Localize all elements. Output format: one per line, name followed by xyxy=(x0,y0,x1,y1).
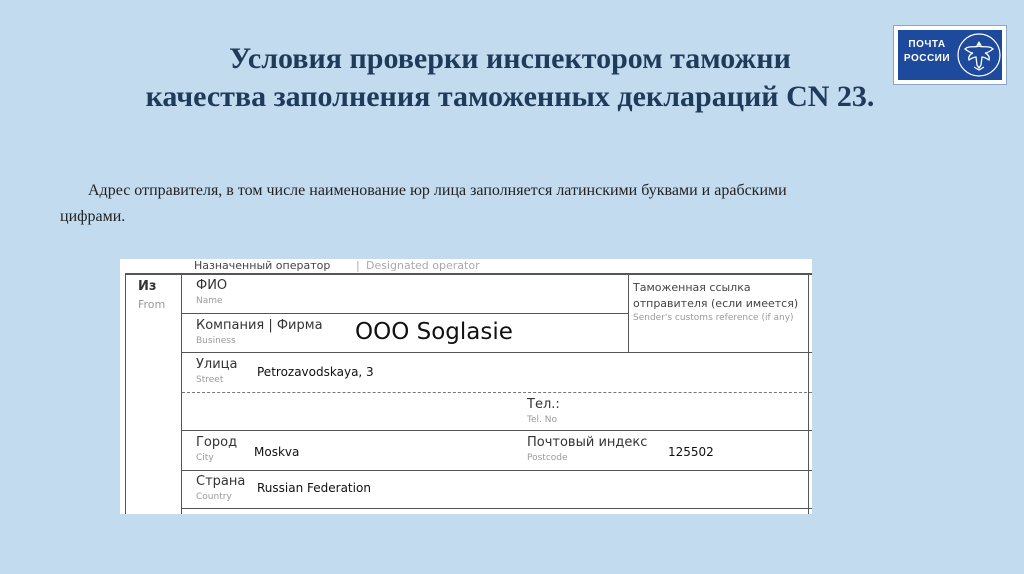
country-value: Russian Federation xyxy=(257,481,371,495)
postcode-label-en: Postcode xyxy=(527,453,568,463)
name-label-en: Name xyxy=(196,296,223,306)
from-column-divider xyxy=(181,273,182,514)
form-top-border xyxy=(125,273,812,275)
cn23-sender-form xyxy=(120,259,812,514)
street-label-en: Street xyxy=(196,375,224,385)
business-row-divider xyxy=(182,352,812,353)
city-row-divider xyxy=(182,470,812,471)
customs-ref-label-ru-2: отправителя (если имеется) xyxy=(633,297,799,310)
name-label-ru: ФИО xyxy=(196,278,228,293)
postcode-value: 125502 xyxy=(668,445,714,459)
designated-operator-label-ru: Назначенный оператор xyxy=(194,259,331,272)
tel-row-divider xyxy=(182,430,812,431)
country-label-ru: Страна xyxy=(196,474,246,489)
from-label-ru: Из xyxy=(138,279,157,294)
city-label-ru: Город xyxy=(196,435,238,450)
designated-operator-label-en: Designated operator xyxy=(366,259,480,272)
from-label-en: From xyxy=(138,298,166,311)
instruction-text xyxy=(60,178,948,230)
instruction-line-1: Адрес отправителя, в том числе наименование юр лица заполняется латинскими буквами и арабскими xyxy=(88,182,787,199)
postcode-label-ru: Почтовый индекс xyxy=(527,435,648,450)
city-value: Moskva xyxy=(254,445,300,459)
customs-ref-label-ru-1: Таможенная ссылка xyxy=(633,281,751,294)
title-line-2: качества заполнения таможенных деклараций CN 23. xyxy=(145,80,875,113)
tel-label-en: Tel. No xyxy=(527,415,557,425)
logo-text-line-2: РОССИИ xyxy=(903,53,951,64)
country-row-divider xyxy=(182,508,812,509)
customs-ref-label-en: Sender's customs reference (if any) xyxy=(633,313,794,323)
header-separator: | xyxy=(356,259,360,272)
form-left-border xyxy=(125,273,126,514)
street-row-dashed-divider xyxy=(182,392,812,393)
russian-post-logo xyxy=(893,25,1007,85)
form-right-border xyxy=(808,273,809,514)
instruction-line-2: цифрами. xyxy=(60,208,126,225)
business-value: OOO Soglasie xyxy=(355,319,513,345)
title-line-1: Условия проверки инспектором таможни xyxy=(229,42,791,75)
eagle-emblem-icon xyxy=(956,32,1002,78)
street-label-ru: Улица xyxy=(196,357,238,372)
logo-text-line-1: ПОЧТА xyxy=(908,39,946,50)
business-label-en: Business xyxy=(196,336,236,346)
customs-ref-divider xyxy=(628,273,629,353)
city-label-en: City xyxy=(196,453,214,463)
tel-label-ru: Тел.: xyxy=(527,397,560,412)
name-row-divider xyxy=(182,313,628,314)
street-value: Petrozavodskaya, 3 xyxy=(257,365,374,379)
country-label-en: Country xyxy=(196,492,232,502)
slide-title xyxy=(60,40,960,116)
logo-text xyxy=(902,38,952,66)
logo-background xyxy=(898,30,1002,80)
business-label-ru: Компания | Фирма xyxy=(196,318,323,333)
